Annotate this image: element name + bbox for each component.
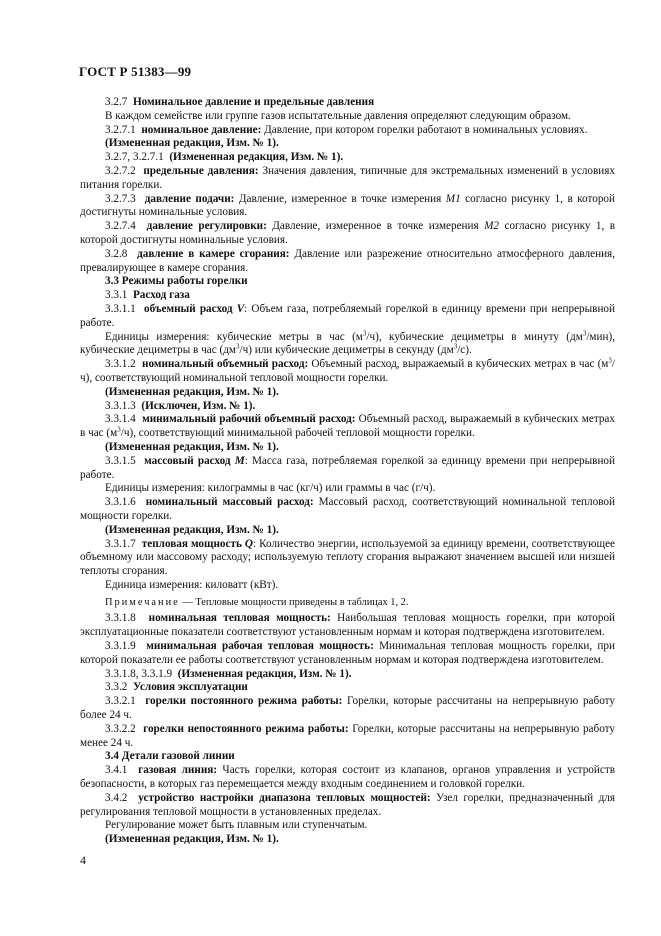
paragraph-3-3-1-7	[80, 538, 615, 579]
paragraph-3-3-1-8-9-amend	[80, 668, 615, 682]
superscript: 3	[362, 328, 367, 337]
clause-number: 3.2.8	[105, 247, 128, 260]
superscript: 3	[582, 328, 587, 337]
definition-cont: /ч), соответствующий номинальной тепловой мощности горелки.	[80, 358, 615, 384]
definition: Объемный расход, выражаемый в кубических метрах в час (м	[80, 413, 615, 440]
symbol: M	[234, 454, 245, 467]
paragraph-3-3-2-1	[80, 695, 615, 723]
units-text: /ч), кубические дециметры в минуту (дм	[366, 330, 583, 343]
paragraph-3-4-1	[80, 764, 615, 792]
amendment-text: (Измененная редакция, Изм. № 1).	[105, 440, 279, 453]
term: горелки постоянного режима работы:	[145, 695, 343, 708]
amendment-note	[80, 524, 615, 538]
clause-number: 3.3.1.5	[105, 454, 136, 467]
clause-number: 3.3.1.8, 3.3.1.9	[105, 667, 173, 680]
paragraph-units-power	[80, 579, 615, 593]
paragraph-3-3-1	[80, 289, 615, 303]
amendment-text: (Измененная редакция, Изм. № 1).	[105, 833, 279, 846]
units-text: /мин), кубические дециметры в час (дм	[80, 330, 615, 357]
definition: Давление, измеренное в точке измерения	[266, 220, 485, 233]
note-label: Примечание	[105, 596, 180, 608]
definition: Горелки, которые рассчитаны на непрерывную работу менее 24 ч.	[80, 722, 615, 749]
term: номинальный массовый расход:	[145, 496, 314, 509]
definition: Массовый расход, соответствующий номинальной тепловой мощности горелки.	[80, 496, 616, 522]
term: давление в камере сгорания:	[137, 247, 290, 260]
paragraph-3-3-1-4	[80, 413, 615, 441]
amendment-text: (Измененная редакция, Изм. № 1).	[177, 667, 352, 680]
units-text: /с).	[457, 344, 472, 357]
paragraph-3-3-1-1	[80, 303, 615, 331]
paragraph-3-3-1-9	[80, 640, 615, 668]
term: горелки непостоянного режима работы:	[143, 722, 349, 735]
paragraph-units-mass	[80, 482, 615, 496]
clause-number: 3.4.1	[105, 764, 128, 777]
superscript: 3	[117, 425, 121, 434]
paragraph-3-3-1-5	[80, 455, 615, 483]
clause-number: 3.3.1.9	[105, 640, 136, 653]
amendment-note	[80, 441, 615, 455]
term: давление регулировки:	[146, 220, 267, 233]
clause-number: 3.3.1.2	[105, 358, 136, 371]
clause-number: 3.2.7.2	[105, 164, 136, 177]
clause-number: 3.3.2.2	[105, 722, 136, 735]
amendment-text: (Измененная редакция, Изм. № 1).	[105, 385, 279, 398]
clause-title: Номинальное давление и предельные давления	[132, 96, 375, 108]
term: предельные давления:	[143, 164, 259, 177]
term: давление подачи:	[144, 192, 235, 205]
clause-number: 3.3.2.1	[105, 695, 136, 708]
symbol: V	[236, 302, 245, 315]
note-text: — Тепловые мощности приведены в таблицах 1, 2.	[179, 596, 409, 608]
units-text: /ч) или кубические дециметры в секунду (дм	[239, 344, 454, 357]
clause-title: Расход газа	[132, 289, 190, 302]
paragraph-text-span: В каждом семействе или группе газов испытательные давления определяют следующим образом.	[105, 109, 571, 122]
paragraph-text-span: Регулирование может быть плавным или ступенчатым.	[105, 819, 368, 832]
term: номинальная тепловая мощность:	[148, 612, 331, 625]
amendment-text: (Измененная редакция, Изм. № 1).	[169, 151, 344, 164]
term: газовая линия:	[138, 764, 218, 777]
definition: Минимальная тепловая мощность горелки, при которой показатели ее работы соответствуют установленным нормам и которая подтверждена изготовителем.	[80, 640, 615, 666]
definition: Значения давления, типичные для экстремальных изменений в условиях питания горелки.	[80, 164, 616, 191]
units-text: Единицы измерения: кубические метры в час (м	[105, 330, 363, 343]
amendment-note	[80, 833, 615, 847]
superscript: 3	[453, 342, 458, 351]
paragraph-3-3-1-6	[80, 496, 615, 524]
amendment-note	[80, 137, 615, 151]
amendment-text: (Измененная редакция, Изм. № 1).	[105, 137, 279, 150]
paragraph-3-2-7-4	[80, 220, 615, 248]
page-number: 4	[80, 853, 86, 867]
definition: Давление, при котором горелки работают в номинальных условиях.	[261, 123, 588, 136]
term: массовый расход	[144, 454, 231, 467]
definition: Объемный расход, выражаемый в кубических метрах в час (м	[308, 358, 609, 371]
section-title: 3.3 Режимы работы горелки	[105, 275, 248, 288]
clause-number: 3.2.7.4	[105, 220, 136, 233]
clause-number: 3.3.1.4	[105, 413, 136, 426]
document-body	[80, 96, 615, 847]
paragraph-regulation	[80, 819, 615, 833]
clause-title: Условия эксплуатации	[132, 681, 248, 694]
paragraph-units	[80, 328, 615, 359]
clause-number: 3.3.1.8	[105, 612, 136, 625]
paragraph-3-3-1-8	[80, 612, 615, 640]
units-text: Единицы измерения: килограммы в час (кг/ч) или граммы в час (г/ч).	[105, 482, 436, 495]
symbol: M2	[484, 220, 500, 233]
superscript: 3	[608, 356, 612, 365]
clause-number: 3.2.7, 3.2.7.1	[105, 151, 164, 164]
clause-number: 3.3.1.3	[105, 399, 136, 412]
term: номинальный объемный расход:	[142, 358, 309, 371]
symbol: Q	[244, 537, 253, 550]
paragraph-3-2-7-amend	[80, 151, 615, 165]
clause-number: 3.2.7.3	[105, 192, 136, 205]
clause-number: 3.3.1.1	[105, 302, 136, 315]
definition: Давление или разрежение относительно атмосферного давления, превалирующее в камере сгорания.	[80, 247, 616, 274]
clause-number: 3.3.1	[105, 289, 128, 302]
paragraph-3-3-2-2	[80, 723, 615, 751]
definition: Наибольшая тепловая мощность горелки, при которой эксплуатационные показатели соответствуют установленным нормам и которая подтверждена изготовителем.	[80, 612, 616, 639]
section-heading-3-3	[80, 275, 615, 289]
symbol: M1	[445, 192, 461, 205]
term: номинальное давление:	[141, 123, 262, 136]
paragraph-3-4-2	[80, 792, 615, 820]
clause-number: 3.4.2	[105, 791, 128, 804]
definition-cont: согласно рисунку 1, в которой достигнуты номинальные условия.	[80, 220, 616, 246]
section-title: 3.4 Детали газовой линии	[105, 750, 235, 763]
amendment-note	[80, 386, 615, 400]
definition: Узел горелки, предназначенный для регулирования тепловой мощности в установленных пределах.	[80, 791, 616, 818]
section-heading-3-4	[80, 750, 615, 764]
superscript: 3	[235, 342, 240, 351]
definition: Давление, измеренное в точке измерения	[234, 192, 446, 205]
definition: : Объем газа, потребляемый горелкой в единицу времени при непрерывной работе.	[80, 302, 616, 329]
term: объемный расход	[144, 302, 233, 315]
clause-number: 3.2.7.1	[105, 123, 136, 136]
term: минимальный рабочий объемный расход:	[142, 413, 356, 426]
clause-number: 3.3.1.6	[105, 496, 136, 509]
units-text: Единица измерения: киловатт (кВт).	[105, 578, 279, 591]
paragraph-3-2-7-1	[80, 124, 615, 138]
paragraph-3-2-7	[80, 96, 615, 110]
paragraph-3-2-7-3	[80, 193, 615, 221]
note	[80, 596, 615, 610]
clause-number: 3.3.1.7	[105, 537, 136, 550]
term: тепловая мощность	[141, 537, 242, 550]
term: устройство настройки диапазона тепловых мощностей:	[138, 791, 431, 804]
paragraph-3-3-1-2	[80, 358, 615, 386]
amendment-text: (Измененная редакция, Изм. № 1).	[105, 523, 279, 536]
paragraph-3-3-1-3	[80, 400, 615, 414]
definition-cont: согласно рисунку 1, в которой достигнуты номинальные условия.	[80, 192, 616, 219]
document-header: ГОСТ Р 51383—99	[79, 64, 192, 79]
paragraph-text	[80, 110, 615, 124]
definition: : Масса газа, потребляемая горелкой за единицу времени при непрерывной работе.	[80, 454, 616, 481]
paragraph-3-2-8	[80, 248, 615, 276]
definition-cont: /ч), соответствующий минимальной рабочей тепловой мощности горелки.	[120, 427, 475, 440]
clause-number: 3.3.2	[105, 681, 128, 694]
paragraph-3-3-2	[80, 681, 615, 695]
term: минимальная рабочая тепловая мощность:	[146, 640, 374, 653]
definition: : Количество энергии, используемой за единицу времени, соответствующее объемному или массовому расходу; используемую теплоту сгорания выражают значением высшей или низшей теплоты сгорания.	[80, 537, 616, 578]
amendment-text: (Исключен, Изм. № 1).	[141, 399, 256, 412]
definition: Горелки, которые рассчитаны на непрерывную работу более 24 ч.	[80, 695, 615, 722]
definition: Часть горелки, которая состоит из клапанов, органов управления и устройств безопасности, в которых газ перемещается между входным соединением и головкой горелки.	[80, 764, 616, 791]
clause-number: 3.2.7	[105, 96, 128, 108]
paragraph-3-2-7-2	[80, 165, 615, 193]
